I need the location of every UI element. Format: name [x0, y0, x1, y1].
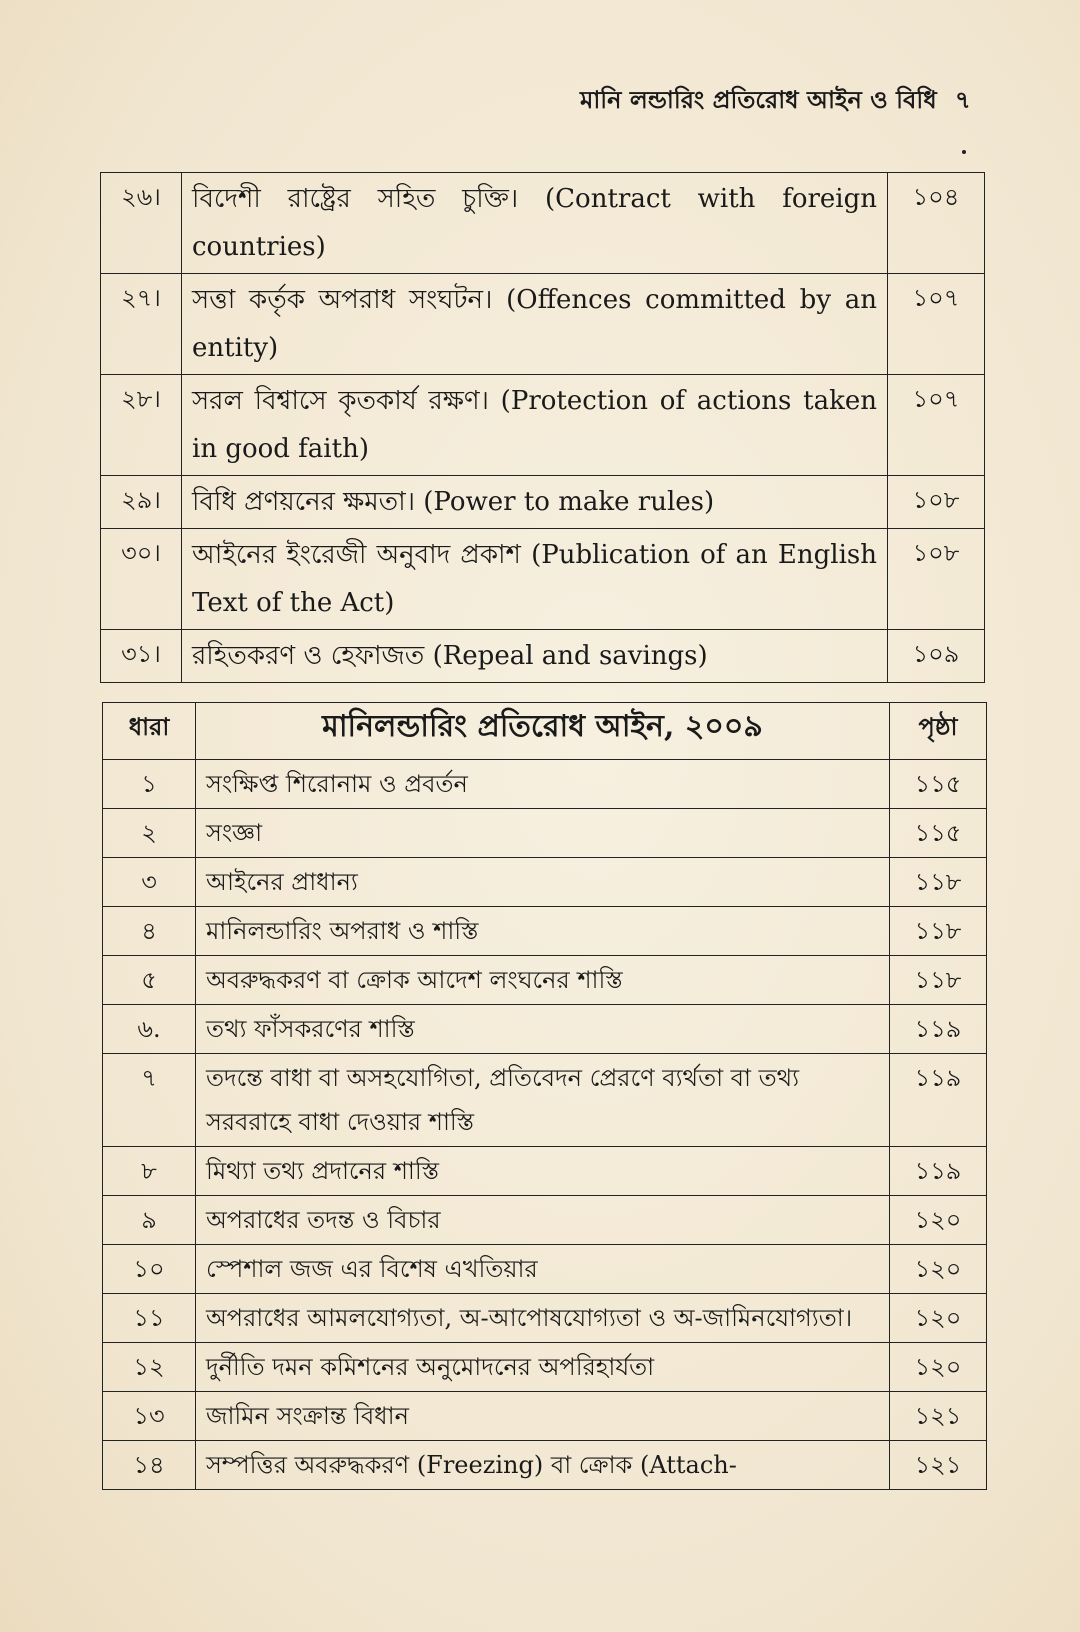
page-ref: ১০৯: [888, 630, 985, 683]
section-number: ২৯।: [101, 476, 182, 529]
act-title-header: মানিলন্ডারিং প্রতিরোধ আইন, ২০০৯: [196, 703, 890, 760]
page-ref: ১১৯: [890, 1054, 987, 1147]
page-header: [560, 78, 980, 118]
section-number: ২৬।: [101, 173, 182, 274]
section-number: ৩: [103, 858, 196, 907]
page-number: ৭: [955, 85, 971, 114]
section-title: সরল বিশ্বাসে কৃতকার্য রক্ষণ। (Protection of actions taken in good faith): [182, 375, 888, 476]
section-number: ৭: [103, 1054, 196, 1147]
section-number: ১৩: [103, 1392, 196, 1441]
section-title: বিধি প্রণয়নের ক্ষমতা। (Power to make rules): [182, 476, 888, 529]
section-number: ২৮।: [101, 375, 182, 476]
section-number: ১: [103, 760, 196, 809]
column-header-page: পৃষ্ঠা: [890, 703, 987, 760]
page-ref: ১১৯: [890, 1147, 987, 1196]
section-number: ৩১।: [101, 630, 182, 683]
section-title: স্পেশাল জজ এর বিশেষ এখতিয়ার: [196, 1245, 890, 1294]
section-number: ৬.: [103, 1005, 196, 1054]
page-ref: ১১৮: [890, 858, 987, 907]
section-number: ১০: [103, 1245, 196, 1294]
section-title: বিদেশী রাষ্ট্রের সহিত চুক্তি। (Contract with foreign countries): [182, 173, 888, 274]
page-ref: ১২০: [890, 1196, 987, 1245]
table-row: [101, 274, 985, 375]
section-number: ১৪: [103, 1441, 196, 1490]
section-number: ২৭।: [101, 274, 182, 375]
table-row: [101, 375, 985, 476]
table-row: [103, 1245, 987, 1294]
act-2009-contents-table: [102, 702, 987, 1490]
section-title: দুর্নীতি দমন কমিশনের অনুমোদনের অপরিহার্যতা: [196, 1343, 890, 1392]
section-number: ৩০।: [101, 529, 182, 630]
section-number: ৫: [103, 956, 196, 1005]
table-row: [103, 1054, 987, 1147]
section-number: ৪: [103, 907, 196, 956]
page-ref: ১০৮: [888, 476, 985, 529]
section-number: ৮: [103, 1147, 196, 1196]
page-ref: ১১৯: [890, 1005, 987, 1054]
page-ref: ১১৫: [890, 760, 987, 809]
table-row: [101, 630, 985, 683]
section-title: অপরাধের আমলযোগ্যতা, অ-আপোষযোগ্যতা ও অ-জামিনযোগ্যতা।: [196, 1294, 890, 1343]
page-ref: ১০৭: [888, 274, 985, 375]
page-ref: ১২০: [890, 1245, 987, 1294]
page-ref: ১০৮: [888, 529, 985, 630]
section-title: তথ্য ফাঁসকরণের শাস্তি: [196, 1005, 890, 1054]
section-title: রহিতকরণ ও হেফাজত (Repeal and savings): [182, 630, 888, 683]
section-title: জামিন সংক্রান্ত বিধান: [196, 1392, 890, 1441]
page-ref: ১২১: [890, 1392, 987, 1441]
page-ref: ১২১: [890, 1441, 987, 1490]
section-title: সংক্ষিপ্ত শিরোনাম ও প্রবর্তন: [196, 760, 890, 809]
page-ref: ১০৪: [888, 173, 985, 274]
section-title: মানিলন্ডারিং অপরাধ ও শাস্তি: [196, 907, 890, 956]
table-row: [103, 1147, 987, 1196]
ink-dot: [962, 150, 966, 154]
table-row: [101, 476, 985, 529]
page-ref: ১১৮: [890, 956, 987, 1005]
page-ref: ১১৮: [890, 907, 987, 956]
table-row: [103, 1005, 987, 1054]
page-ref: ১২০: [890, 1294, 987, 1343]
section-title: সম্পত্তির অবরুদ্ধকরণ (Freezing) বা ক্রোক (Attach-: [196, 1441, 890, 1490]
section-title: অবরুদ্ধকরণ বা ক্রোক আদেশ লংঘনের শাস্তি: [196, 956, 890, 1005]
page-ref: ১২০: [890, 1343, 987, 1392]
section-title: আইনের ইংরেজী অনুবাদ প্রকাশ (Publication of an English Text of the Act): [182, 529, 888, 630]
table-row: [103, 1196, 987, 1245]
section-number: ২: [103, 809, 196, 858]
column-header-section: ধারা: [103, 703, 196, 760]
table-row: [103, 956, 987, 1005]
section-title: মিথ্যা তথ্য প্রদানের শাস্তি: [196, 1147, 890, 1196]
section-title: তদন্তে বাধা বা অসহযোগিতা, প্রতিবেদন প্রেরণে ব্যর্থতা বা তথ্য সরবরাহে বাধা দেওয়ার শাস্তি: [196, 1054, 890, 1147]
page-ref: ১১৫: [890, 809, 987, 858]
section-number: ৯: [103, 1196, 196, 1245]
table-row: [103, 1441, 987, 1490]
section-title: আইনের প্রাধান্য: [196, 858, 890, 907]
table-header-row: [103, 703, 987, 760]
section-title: অপরাধের তদন্ত ও বিচার: [196, 1196, 890, 1245]
page-ref: ১০৭: [888, 375, 985, 476]
section-title: সংজ্ঞা: [196, 809, 890, 858]
section-number: ১১: [103, 1294, 196, 1343]
table-row: [101, 173, 985, 274]
table-row: [103, 1294, 987, 1343]
table-row: [103, 907, 987, 956]
table-row: [103, 1343, 987, 1392]
table-row: [101, 529, 985, 630]
running-title: মানি লন্ডারিং প্রতিরোধ আইন ও বিধি: [580, 85, 937, 114]
table-row: [103, 760, 987, 809]
section-title: সত্তা কর্তৃক অপরাধ সংঘটন। (Offences committed by an entity): [182, 274, 888, 375]
table-row: [103, 809, 987, 858]
table-row: [103, 858, 987, 907]
contents-table-continued: [100, 172, 985, 683]
section-number: ১২: [103, 1343, 196, 1392]
table-row: [103, 1392, 987, 1441]
